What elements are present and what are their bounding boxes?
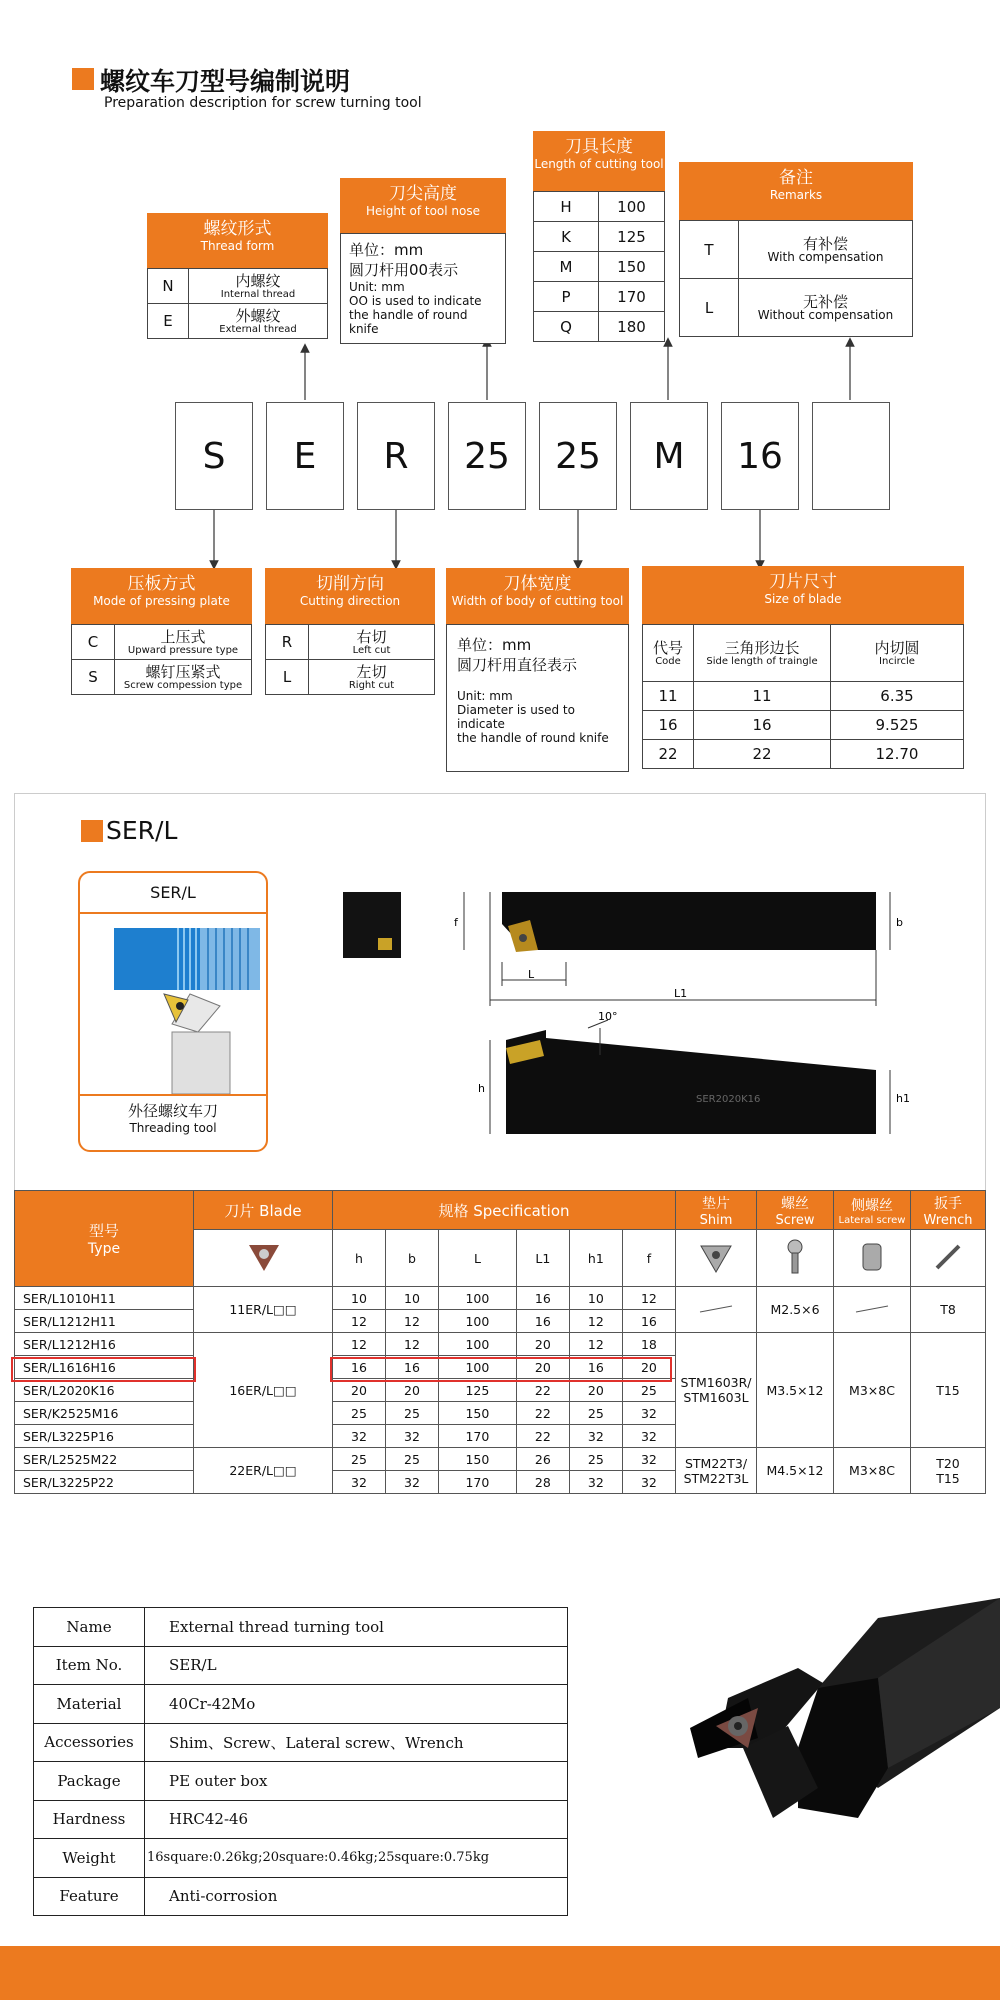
blade-size-header: 刀片尺寸 Size of blade — [642, 566, 964, 624]
code-box-4: 25 — [448, 402, 526, 510]
remarks-header: 备注 Remarks — [679, 162, 913, 220]
highlight-spec — [330, 1357, 672, 1382]
thread-form-header: 螺纹形式 Thread form — [147, 213, 328, 268]
pressing-header: 压板方式 Mode of pressing plate — [71, 568, 252, 624]
direction-table: R 右切 Left cut L 左切 Right cut — [265, 624, 435, 695]
dim-h: h — [478, 1082, 485, 1095]
tool-engraving: SER2020K16 — [696, 1094, 761, 1105]
code-box-5: 25 — [539, 402, 617, 510]
product-photo — [678, 1598, 1000, 1860]
height-note-box: 单位：mm 圆刀杆用00表示 Unit: mm OO is used to indicate the handle of round knife — [340, 233, 506, 344]
dim-f: f — [454, 916, 458, 929]
direction-header: 切削方向 Cutting direction — [265, 568, 435, 624]
page-title: 螺纹车刀型号编制说明 — [100, 67, 351, 96]
code-box-7: 16 — [721, 402, 799, 510]
thread-form-table: N 内螺纹 Internal thread E 外螺纹 External thread — [147, 268, 328, 339]
length-header: 刀具长度 Length of cutting tool — [533, 131, 665, 191]
tool-drawing — [330, 880, 930, 1140]
dim-h1: h1 — [896, 1092, 910, 1105]
dash-shim-na — [696, 1304, 736, 1314]
blade-insert-icon — [243, 1237, 283, 1277]
card-label: SER/L — [150, 883, 196, 902]
dim-l1: L1 — [674, 987, 688, 1000]
page-subtitle: Preparation description for screw turning tool — [104, 95, 422, 111]
shim-icon — [697, 1238, 735, 1276]
dim-b: b — [896, 916, 903, 929]
dim-l: L — [528, 968, 535, 981]
code-box-6: M — [630, 402, 708, 510]
product-info-table: Name External thread turning tool Item No. SER/L Material 40Cr-42Mo Accessories Shim、Screw、Lateral screw、Wrench Package PE outer box Hardness HRC42-46 Weight 16square:0.26kg;20square:0.46kg;25square:0.75kg Feature Anti-corrosion — [33, 1607, 568, 1916]
code-box-2: E — [266, 402, 344, 510]
wrench-icon — [929, 1238, 967, 1276]
dash-lateral-na — [852, 1304, 892, 1314]
width-note-box: 单位：mm 圆刀杆用直径表示 Unit: mm Diameter is used to indicate the handle of round knife — [446, 624, 629, 772]
blade-size-table: 代号 Code 三角形边长 Side length of traingle 内切圆 Incircle 11 11 6.35 16 16 9.525 22 22 12.70 — [642, 624, 964, 769]
threading-tool-card — [78, 871, 268, 1152]
code-box-1: S — [175, 402, 253, 510]
section2-square — [81, 820, 103, 842]
width-header: 刀体宽度 Width of body of cutting tool — [446, 568, 629, 624]
dim-angle: 10° — [598, 1010, 618, 1023]
threading-illustration — [80, 914, 266, 1094]
footer-bar — [0, 1946, 1000, 2000]
length-table: H 100 K 125 M 150 P 170 Q 180 — [533, 191, 665, 342]
card-caption-en: Threading tool — [129, 1121, 217, 1135]
code-box-3: R — [357, 402, 435, 510]
spec-table: 型号 Type 刀片 Blade 规格 Specification 垫片 Shim 螺丝 Screw 侧螺丝 Lateral screw 扳手 Wrench h b L L1 h1 f SER/L1010H11 11ER/L□□ 10 10 100 16 10 12 M2.5×6 T8 SER/L1212H11 12 12 100 16 12 16 SER/L1212H16 16ER/L□□ 12 12 100 20 12 18 STM1603R/ STM1603L M3.5×12 M3×8C T15 SER/L1616H16 16 16 100 20 16 20 SER/L2020K16 20 20 125 22 20 25 SER/K2525M16 25 25 150 22 25 32 SER/L3225P16 32 32 170 22 32 32 SER/L2525M22 22ER/L□□ 25 25 150 26 25 32 STM22T3/ STM22T3L M4.5×12 M3×8C T20 T15 SER/L3225P22 32 32 170 28 32 32 — [14, 1190, 986, 1494]
pressing-table: C 上压式 Upward pressure type S 螺钉压紧式 Screw compession type — [71, 624, 252, 695]
height-header: 刀尖高度 Height of tool nose — [340, 178, 506, 233]
lateral-screw-icon — [853, 1238, 891, 1276]
code-box-8 — [812, 402, 890, 510]
card-caption-cn: 外径螺纹车刀 — [127, 1102, 218, 1120]
highlight-type — [11, 1357, 196, 1382]
remarks-table: T 有补偿 With compensation L 无补偿 Without compensation — [679, 220, 913, 337]
screw-icon — [776, 1238, 814, 1276]
section2-title: SER/L — [106, 816, 178, 845]
